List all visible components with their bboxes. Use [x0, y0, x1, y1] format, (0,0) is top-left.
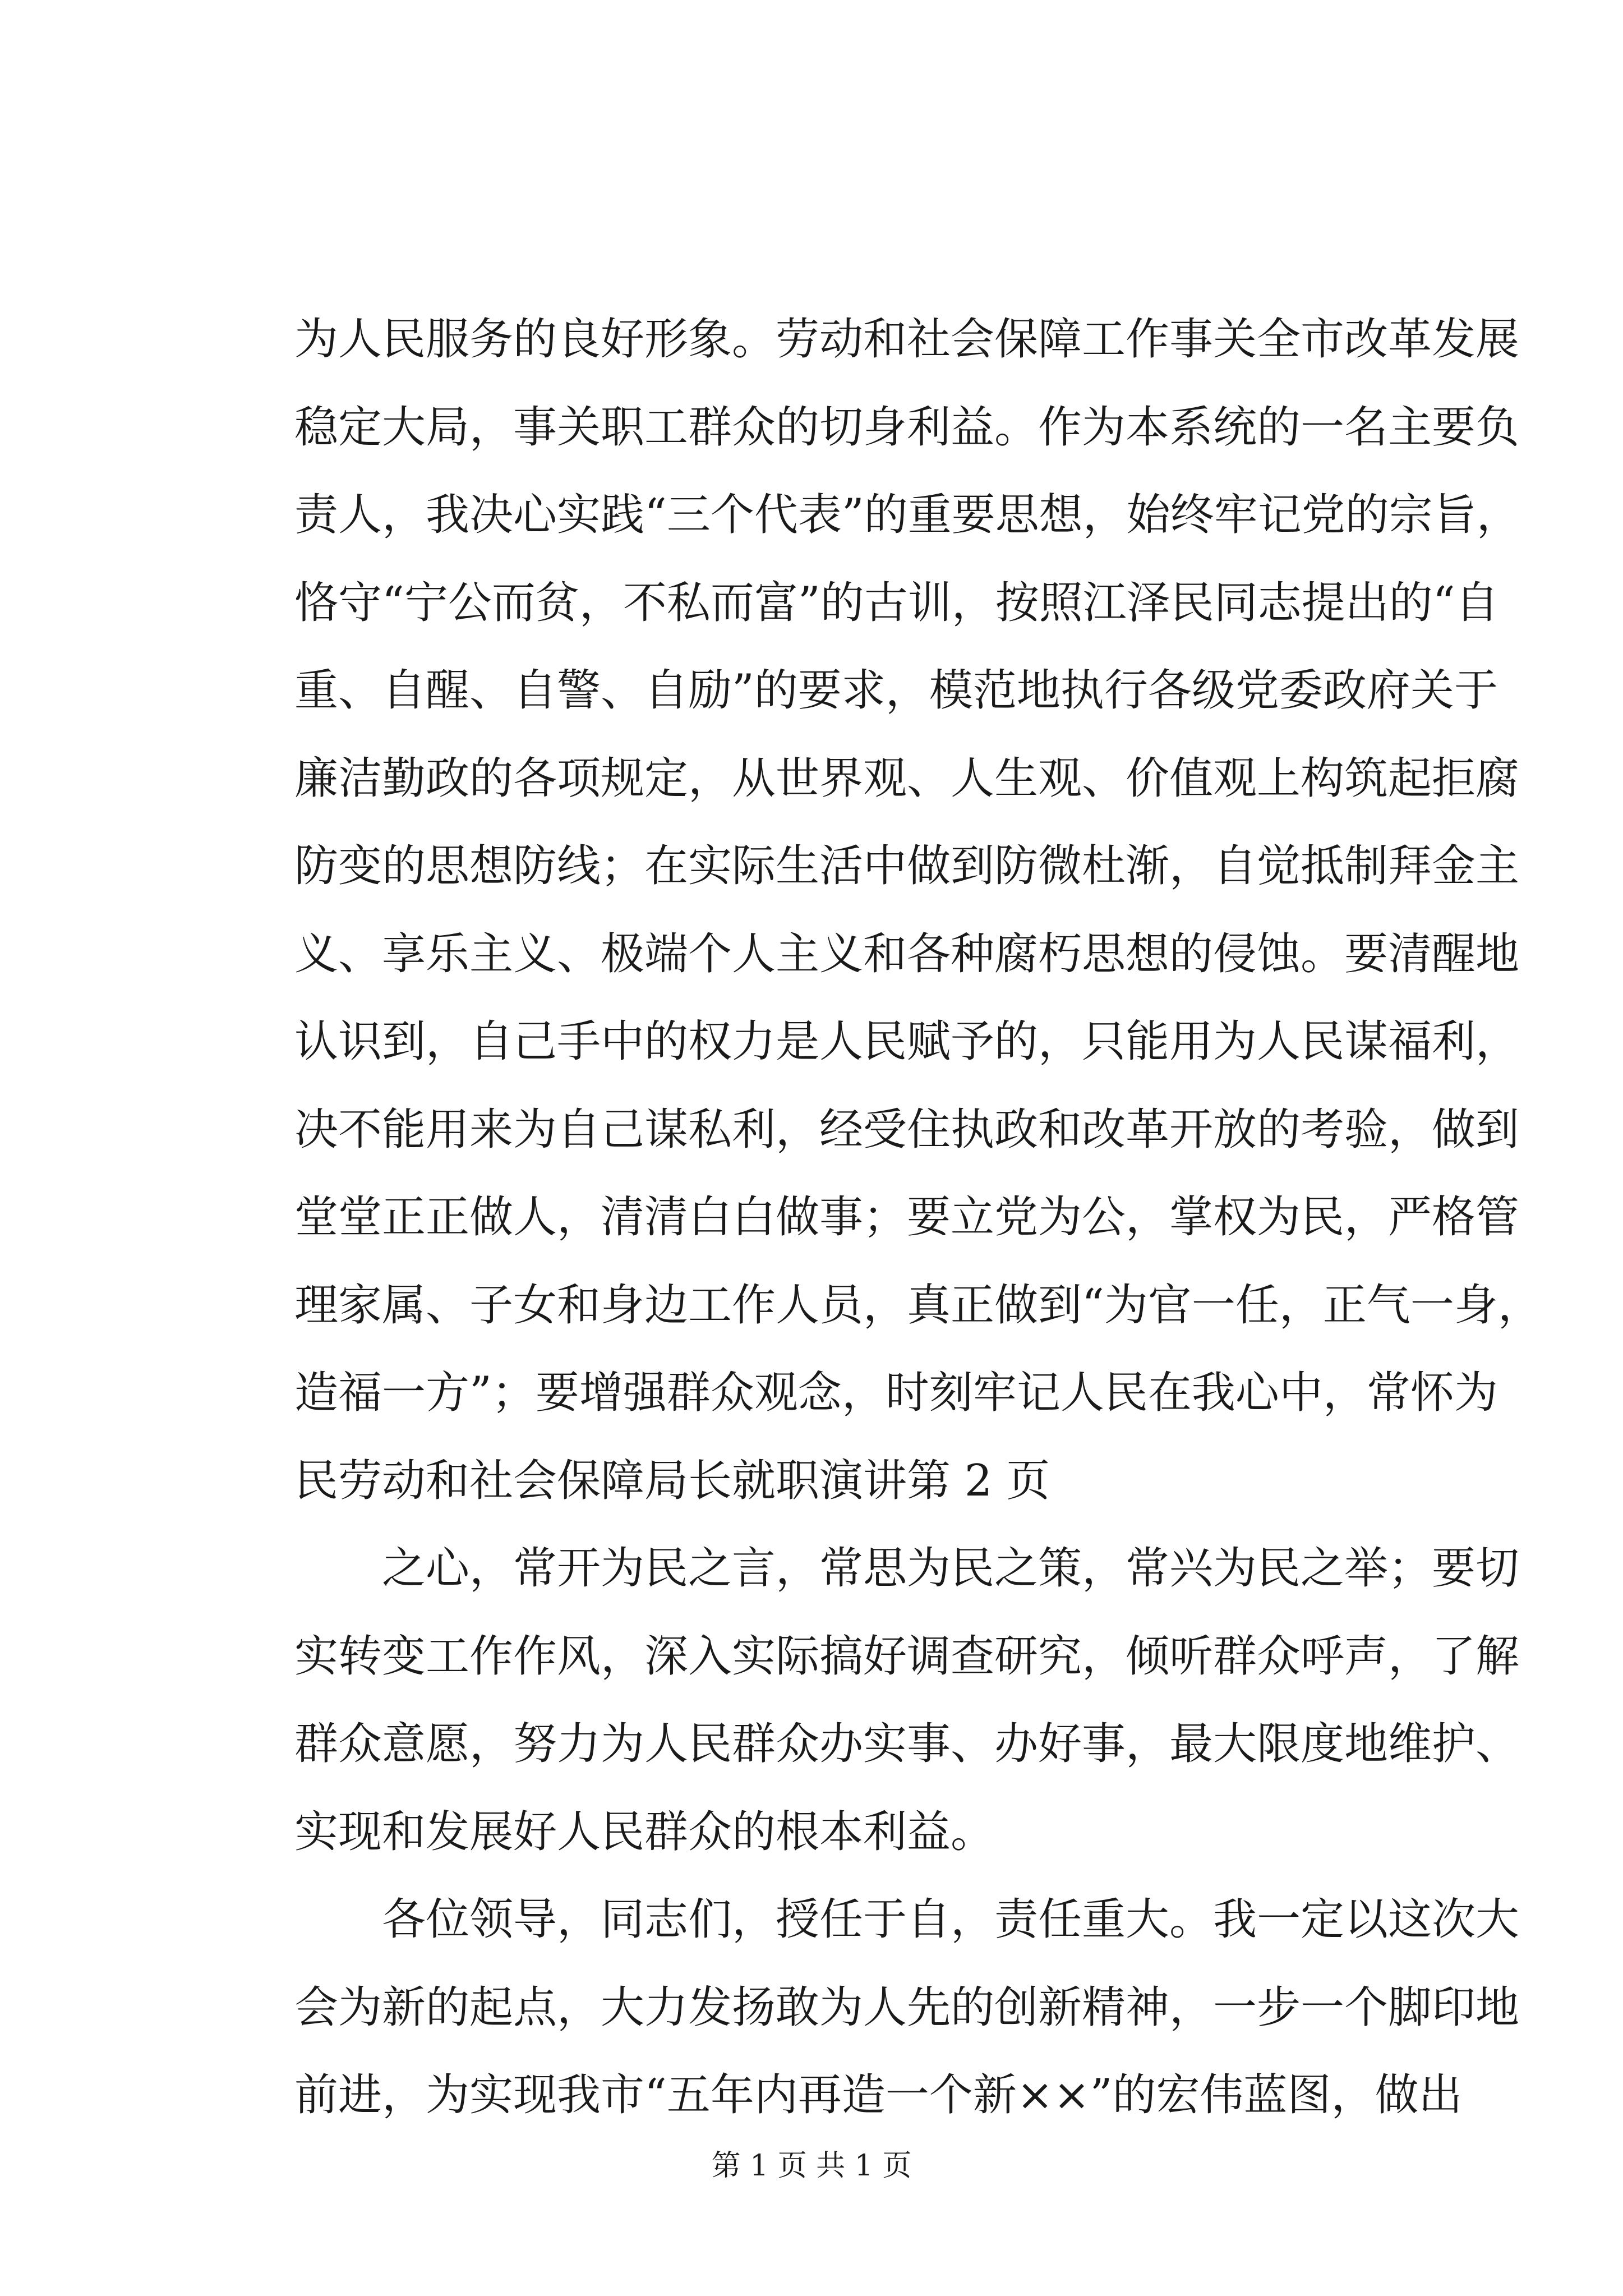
text-line: 义、享乐主义、极端个人主义和各种腐朽思想的侵蚀。要清醒地 — [294, 928, 1520, 979]
text-line: 防变的思想防线；在实际生活中做到防微杜渐，自觉抵制拜金主 — [294, 841, 1520, 891]
text-line: 廉洁勤政的各项规定，从世界观、人生观、价值观上构筑起拒腐 — [294, 753, 1520, 804]
text-line: 为人民服务的良好形象。劳动和社会保障工作事关全市改革发展 — [294, 314, 1520, 365]
text-line: 堂堂正正做人，清清白白做事；要立党为公，掌权为民，严格管 — [294, 1192, 1520, 1243]
text-line: 前进，为实现我市“五年内再造一个新××”的宏伟蓝图，做出 — [294, 2070, 1463, 2120]
document-body — [294, 296, 1542, 2139]
text-line: 决不能用来为自己谋私利，经受住执政和改革开放的考验，做到 — [294, 1104, 1520, 1155]
text-line: 恪守“宁公而贫，不私而富”的古训，按照江泽民同志提出的“自 — [294, 577, 1499, 628]
text-line: 会为新的起点，大力发扬敢为人先的创新精神，一步一个脚印地 — [294, 1982, 1520, 2033]
text-line: 实转变工作作风，深入实际搞好调查研究，倾听群众呼声，了解 — [294, 1631, 1520, 1682]
text-line: 群众意愿，努力为人民群众办实事、办好事，最大限度地维护、 — [294, 1719, 1520, 1769]
text-line: 实现和发展好人民群众的根本利益。 — [294, 1806, 995, 1857]
text-line: 重、自醒、自警、自励”的要求，模范地执行各级党委政府关于 — [294, 665, 1498, 716]
text-line: 民劳动和社会保障局长就职演讲第 2 页 — [294, 1455, 1050, 1506]
paragraph-1 — [294, 296, 1542, 1525]
page-footer: 第 1 页 共 1 页 — [711, 2149, 912, 2183]
text-line: 理家属、子女和身边工作人员，真正做到“为官一任，正气一身， — [294, 1280, 1542, 1331]
text-line: 认识到，自己手中的权力是人民赋予的，只能用为人民谋福利， — [294, 1016, 1520, 1067]
text-line: 稳定大局，事关职工群众的切身利益。作为本系统的一名主要负 — [294, 402, 1520, 453]
text-line: 责人，我决心实践“三个代表”的重要思想，始终牢记党的宗旨， — [294, 490, 1520, 540]
text-line: 之心，常开为民之言，常思为民之策，常兴为民之举；要切 — [382, 1543, 1520, 1594]
paragraph-3 — [294, 1876, 1520, 2139]
paragraph-2 — [294, 1525, 1520, 1876]
text-line: 各位领导，同志们，授任于自，责任重大。我一定以这次大 — [382, 1894, 1520, 1945]
text-line: 造福一方”；要增强群众观念，时刻牢记人民在我心中，常怀为 — [294, 1368, 1498, 1418]
